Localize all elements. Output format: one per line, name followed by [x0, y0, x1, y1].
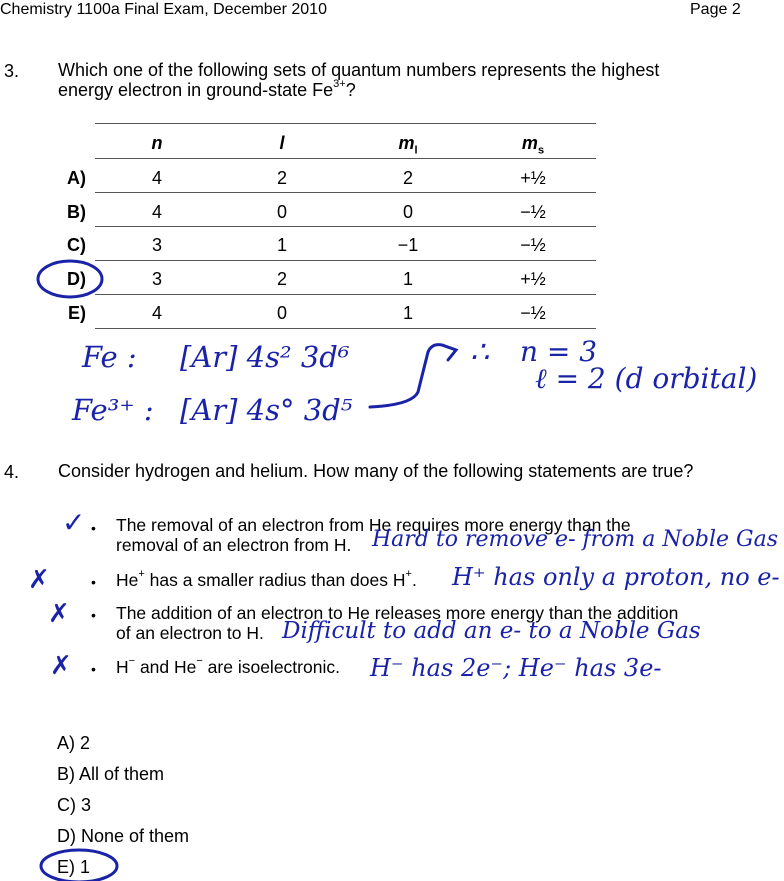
bullet-icon: • — [91, 520, 96, 536]
cell-ml: 2 — [402, 168, 413, 188]
handwritten-fe3-label: Fe³⁺ : — [72, 393, 154, 427]
row-label: C) — [67, 235, 86, 255]
cell-ml: 1 — [402, 303, 413, 323]
answer-option-c: C) 3 — [57, 795, 92, 815]
cell-l: 1 — [276, 235, 287, 255]
cell-l: 0 — [276, 202, 287, 222]
bullet-icon: • — [91, 574, 96, 590]
col-header-n: n — [151, 133, 163, 153]
handwritten-fe-label: Fe : — [82, 340, 137, 374]
cell-l: 2 — [276, 269, 287, 289]
question-4-number: 4. — [4, 462, 20, 482]
checkmark-icon: ✓ — [62, 506, 86, 539]
cell-n: 3 — [151, 235, 162, 255]
cross-mark-icon: ✗ — [28, 565, 50, 595]
question-4-text: Consider hydrogen and helium. How many of the following statements are true? — [58, 461, 694, 481]
cell-n: 4 — [151, 303, 162, 323]
answer-option-d: D) None of them — [57, 826, 190, 846]
cell-l: 2 — [276, 168, 287, 188]
question-3-text-line2: energy electron in ground-state $Fe^{3+}$? — [58, 78, 356, 100]
cell-n: 4 — [151, 168, 162, 188]
statement-4-note: H⁻ has 2e⁻; He⁻ has 3e- — [370, 654, 662, 682]
statement-3-note: Difficult to add an e- to a Noble Gas — [282, 618, 701, 644]
statement-2-note: H⁺ has only a proton, no e- — [452, 563, 780, 591]
bracket-arrow — [370, 345, 456, 407]
row-label: A) — [67, 168, 86, 188]
handwritten-therefore: ∴ — [470, 335, 490, 370]
row-label: D) — [67, 269, 86, 289]
row-label: B) — [67, 202, 86, 222]
statement-1-line1: The removal of an electron from He requires more energy than the — [116, 515, 631, 535]
statement-1-note: Hard to remove e- from a Noble Gas — [372, 527, 778, 552]
statement-3-line2: of an electron to H. — [116, 623, 264, 643]
answer-option-b: B) All of them — [57, 764, 165, 784]
statement-4-text: H− and He− are isoelectronic. — [116, 655, 340, 677]
bullet-icon: • — [91, 607, 96, 623]
cell-n: 4 — [151, 202, 162, 222]
handwritten-fe3-config: [Ar] 4s° 3d⁵ — [180, 393, 353, 427]
cell-ms: +½ — [520, 168, 546, 188]
cell-ms: −½ — [520, 202, 546, 222]
question-3-number: 3. — [4, 61, 20, 81]
row-label: E) — [68, 303, 86, 323]
cell-ml: 0 — [402, 202, 413, 222]
circle-answer-d-q3 — [38, 261, 102, 297]
col-header-ml: $m_l$ — [398, 133, 418, 157]
cell-ml: −1 — [397, 235, 419, 255]
statement-3-line1: The addition of an electron to He releases more energy than the addition — [116, 603, 679, 623]
cell-l: 0 — [276, 303, 287, 323]
handwritten-fe-config: [Ar] 4s² 3d⁶ — [180, 340, 350, 374]
cell-ms: −½ — [520, 303, 546, 323]
page-number: Page 2 — [690, 1, 741, 18]
exam-header-title: Chemistry 1100a Final Exam, December 2010 — [0, 1, 327, 18]
cell-n: 3 — [151, 269, 162, 289]
answer-option-a: A) 2 — [57, 733, 91, 753]
cell-ms: −½ — [520, 235, 546, 255]
cell-ml: 1 — [402, 269, 413, 289]
col-header-l: l — [279, 133, 285, 153]
bullet-icon: • — [91, 661, 96, 677]
handwritten-l-equals: ℓ = 2 (d orbital) — [535, 362, 758, 395]
cross-mark-icon: ✗ — [50, 651, 72, 681]
col-header-ms: $m_s$ — [521, 133, 545, 157]
cell-ms: +½ — [520, 269, 546, 289]
question-3-text-line1: Which one of the following sets of quantum numbers represents the highest — [58, 60, 660, 80]
handwritten-n-equals: n = 3 — [520, 335, 598, 368]
statement-2-text: He+ has a smaller radius than does H+. — [116, 568, 417, 590]
statement-1-line2: removal of an electron from H. — [116, 535, 352, 555]
answer-option-e: E) 1 — [57, 857, 91, 877]
cross-mark-icon: ✗ — [48, 599, 70, 629]
